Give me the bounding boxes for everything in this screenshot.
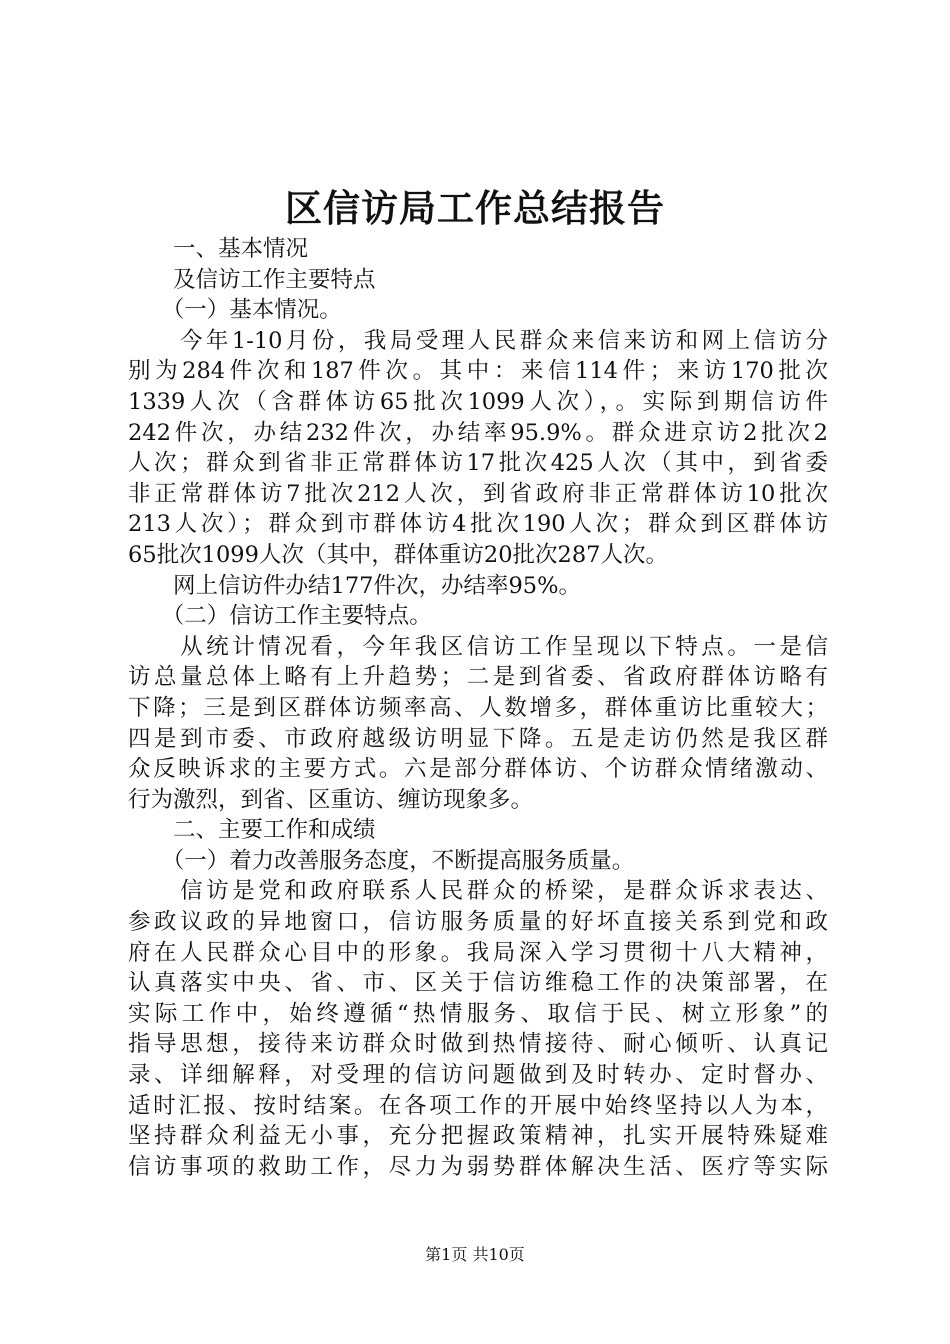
paragraph-line: 府在人民群众心目中的形象。我局深入学习贯彻十八大精神，	[128, 939, 828, 966]
paragraph-line: 别为284件次和187件次。其中：来信114件；来访170批次	[128, 358, 828, 385]
paragraph-line: 四是到市委、市政府越级访明显下降。五是走访仍然是我区群	[128, 725, 828, 752]
paragraph-line: 实际工作中，始终遵循“热情服务、取信于民、树立形象”的	[128, 1000, 828, 1027]
paragraph-line: 访总量总体上略有上升趋势；二是到省委、省政府群体访略有	[128, 664, 828, 691]
paragraph-line: 信访事项的救助工作，尽力为弱势群体解决生活、医疗等实际	[128, 1153, 828, 1180]
paragraph-line: 今年1-10月份，我局受理人民群众来信来访和网上信访分	[128, 327, 828, 354]
document-body	[128, 234, 828, 1182]
paragraph-line: 行为激烈，到省、区重访、缠访现象多。	[128, 786, 534, 813]
paragraph-line: 65批次1099人次（其中，群体重访20批次287人次。	[128, 541, 668, 568]
paragraph-line: 从统计情况看，今年我区信访工作呈现以下特点。一是信	[128, 633, 828, 660]
paragraph-line: 213人次）；群众到市群体访4批次190人次；群众到区群体访	[128, 511, 828, 538]
paragraph-line: 适时汇报、按时结案。在各项工作的开展中始终坚持以人为本，	[128, 1092, 828, 1119]
paragraph-line: 人次；群众到省非正常群体访17批次425人次（其中，到省委	[128, 450, 828, 477]
subsection-heading: （二）信访工作主要特点。	[128, 603, 432, 630]
subsection-heading: （一）基本情况。	[128, 297, 342, 324]
page-number-footer: 第1页 共10页	[425, 1245, 525, 1264]
paragraph-line: 认真落实中央、省、市、区关于信访维稳工作的决策部署，在	[128, 970, 828, 997]
paragraph-line: 参政议政的异地窗口，信访服务质量的好坏直接关系到党和政	[128, 909, 828, 936]
document-title: 区信访局工作总结报告	[285, 186, 665, 230]
section-heading: 一、基本情况	[128, 236, 309, 262]
section-subheading: 及信访工作主要特点	[128, 266, 376, 293]
paragraph-line: 指导思想，接待来访群众时做到热情接待、耐心倾听、认真记	[128, 1031, 828, 1058]
paragraph-line: 非正常群体访7批次212人次，到省政府非正常群体访10批次	[128, 480, 828, 507]
subsection-heading: （一）着力改善服务态度，不断提高服务质量。	[128, 847, 635, 874]
section-heading: 二、主要工作和成绩	[128, 817, 376, 844]
paragraph-line: 下降；三是到区群体访频率高、人数增多，群体重访比重较大；	[128, 694, 828, 721]
paragraph-line: 1339人次（含群体访65批次1099人次），。实际到期信访件	[128, 388, 828, 415]
paragraph-line: 录、详细解释，对受理的信访问题做到及时转办、定时督办、	[128, 1062, 828, 1089]
paragraph-line: 众反映诉求的主要方式。六是部分群体访、个访群众情绪激动、	[128, 756, 828, 783]
paragraph-line: 网上信访件办结177件次，办结率95%。	[128, 572, 581, 599]
paragraph-line: 坚持群众利益无小事，充分把握政策精神，扎实开展特殊疑难	[128, 1123, 828, 1150]
paragraph-line: 242件次，办结232件次，办结率95.9%。群众进京访2批次2	[128, 419, 828, 446]
paragraph-line: 信访是党和政府联系人民群众的桥梁，是群众诉求表达、	[128, 878, 828, 905]
